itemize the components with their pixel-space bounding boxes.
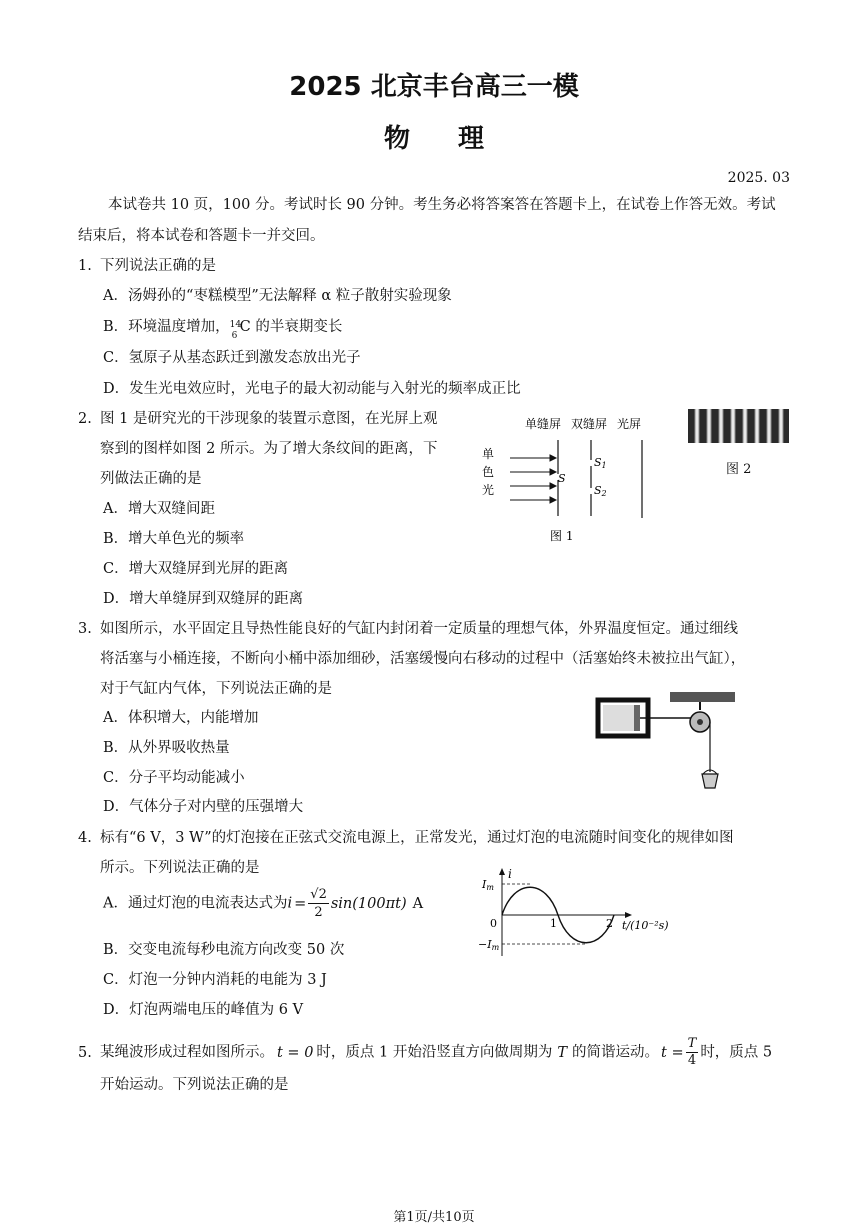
question-5-text-d: 时，质点 5 [700,1044,773,1061]
question-3-line-2: 将活塞与小桶连接，不断向小桶中添加细砂，活塞缓慢向右移动的过程中（活塞始终未被拉出气缸）， [100,651,746,667]
question-2-stem [78,409,437,429]
t-equals: t = [661,1044,684,1061]
question-5-line-2: 开始运动。下列说法正确的是 [100,1077,289,1093]
question-5-text-b: 时，质点 1 开始沿竖直方向做周期为 [316,1044,553,1061]
slit-s-label: S [558,472,566,485]
origin-label: 0 [490,917,497,930]
piston [634,705,640,731]
question-3-option-a: A．体积增大，内能增加 [103,710,259,726]
question-2-option-a: A．增大双缝间距 [103,501,215,517]
subject-title: 物理 [383,124,532,154]
question-5-number: 5. [78,1044,92,1061]
im-label: Im [482,878,494,892]
equals-sign: = [294,895,307,912]
question-5-text-c: 的简谐运动。 [572,1044,660,1061]
question-1-text: 下列说法正确的是 [100,258,216,274]
question-4-option-a [103,886,423,930]
option-a-prefix: A．通过灯泡的电流表达式为 [103,895,288,912]
light-label-1: 单 [482,447,495,461]
intro-line-1: 本试卷共 10 页，100 分。考试时长 90 分钟。考生务必将答案答在答题卡上，在试卷上作答无效。考试 [108,197,776,213]
intro-line-2: 结束后，将本试卷和答题卡一并交回。 [78,228,325,244]
exam-date: 2025. 03 [727,170,790,186]
question-3-stem [78,619,738,639]
question-2-line-1: 图 1 是研究光的干涉现象的装置示意图，在光屏上观 [100,411,438,427]
slit-s1-label: S1 [594,456,607,470]
gas-region [603,705,635,731]
question-3-number: 3. [78,621,92,637]
question-1-option-a: A．汤姆孙的“枣糕模型”无法解释 α 粒子散射实验现象 [103,288,452,304]
page-footer: 第1页/共10页 [393,1210,475,1225]
figure-2-caption: 图 2 [726,462,752,477]
fraction-numerator: √2 [310,887,327,902]
question-4-option-b: B．交变电流每秒电流方向改变 50 次 [103,942,345,958]
question-2-number: 2. [78,411,92,427]
question-4-line-1: 标有“6 V，3 W”的灯泡接在正弦式交流电源上，正常发光，通过灯泡的电流随时间变化的规律如图 [100,830,734,846]
tick-label-2: 2 [606,917,613,930]
element-symbol: C [239,319,251,335]
fraction-root2-over-2 [308,886,329,921]
x-axis-label: t/(10⁻²s) [622,919,669,932]
question-5-stem [78,1036,772,1076]
fraction-t-over-4 [684,1036,701,1069]
question-2-line-3: 列做法正确的是 [100,471,202,487]
figure-cylinder-pulley [590,692,740,797]
question-4-option-d: D．灯泡两端电压的峰值为 6 V [103,1002,304,1018]
x-axis-arrow [625,912,632,918]
question-4-line-2: 所示。下列说法正确的是 [100,860,260,876]
figure-2-fringe-pattern [688,409,789,443]
light-screen-label: 光屏 [617,417,642,431]
question-2-option-b: B．增大单色光的频率 [103,531,245,547]
question-3-line-1: 如图所示，水平固定且导热性能良好的气缸内封闭着一定质量的理想气体，外界温度恒定。通过细线 [100,621,738,637]
question-3-option-c: C．分子平均动能减小 [103,770,245,786]
question-2-option-c: C．增大双缝屏到光屏的距离 [103,561,289,577]
sine-function: sin(100πt) [330,895,407,912]
figure-current-time-graph [478,866,688,962]
light-label-2: 色 [482,465,495,479]
tick-label-1: 1 [550,917,557,930]
question-4-option-c: C．灯泡一分钟内消耗的电能为 3 J [103,972,327,988]
fraction-t-denominator: 4 [687,1053,697,1068]
question-2-option-d: D．增大单缝屏到双缝屏的距离 [103,591,304,607]
question-3-option-b: B．从外界吸收热量 [103,740,230,756]
question-1-stem [78,256,216,276]
slit-s2-label: S2 [594,484,607,498]
fraction-t-numerator: T [687,1036,697,1051]
question-2-line-2: 察到的图样如图 2 所示。为了增大条纹间的距离，下 [100,441,438,457]
pulley-axle [697,719,703,725]
question-1-option-c: C．氢原子从基态跃迁到激发态放出光子 [103,350,361,366]
question-1-option-d: D．发生光电效应时，光电子的最大初动能与入射光的频率成正比 [103,381,521,397]
question-4-stem [78,828,734,848]
question-4-number: 4. [78,830,92,846]
question-3-option-d: D．气体分子对内壁的压强增大 [103,799,304,815]
double-slit-screen-label: 双缝屏 [571,417,608,431]
light-rays [510,455,556,503]
atomic-number: 6 [231,331,238,341]
y-axis-label: i [508,867,512,881]
t-equals-zero: t = 0 [277,1044,314,1061]
unit-ampere: A [412,895,424,912]
question-3-line-3: 对于气缸内气体，下列说法正确的是 [100,681,332,697]
question-1-option-b [103,317,343,341]
light-label-3: 光 [482,483,495,497]
fraction-denominator: 2 [314,905,323,920]
y-axis-arrow [499,868,505,875]
nuclide-notation [229,317,242,341]
neg-im-label: −Im [478,938,500,952]
option-b-suffix: 的半衰期变长 [250,319,343,335]
ceiling-support [670,692,735,702]
page-title: 2025 北京丰台高三一模 [289,72,579,102]
current-symbol: i [287,895,293,912]
question-1-number: 1. [78,258,92,274]
figure-1-caption: 图 1 [550,529,574,543]
period-symbol: T [557,1044,568,1061]
question-5-text-a: 某绳波形成过程如图所示。 [100,1044,274,1061]
small-bucket [702,774,718,788]
single-slit-screen-label: 单缝屏 [525,417,562,431]
figure-1-interference-setup [470,410,655,550]
mass-number: 14 [229,320,242,330]
option-b-prefix: B．环境温度增加， [103,319,230,335]
